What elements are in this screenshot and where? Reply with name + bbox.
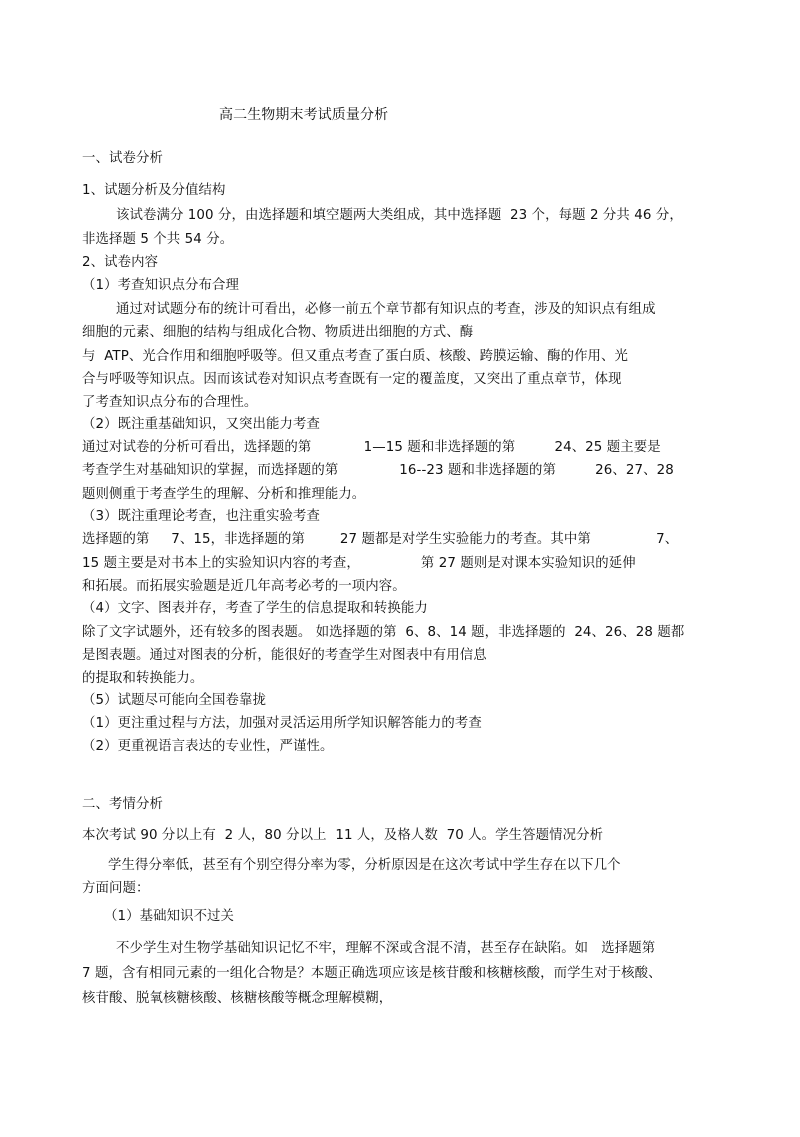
paragraph-line: 考查学生对基础知识的掌握，而选择题的第 16--23 题和非选择题的第 26、27、28: [82, 463, 674, 478]
paragraph-line: 7 题，含有相同元素的一组化合物是？本题正确选项应该是核苷酸和核糖核酸，而学生对于核酸、: [82, 966, 662, 981]
paragraph-line: 与 ATP、光合作用和细胞呼吸等。但又重点考查了蛋白质、核酸、跨膜运输、酶的作用、光: [82, 349, 629, 364]
subsection-heading: 2、试卷内容: [82, 255, 159, 270]
paragraph-line: 通过对试卷的分析可看出，选择题的第 1—15 题和非选择题的第 24、25 题主要是: [82, 440, 661, 455]
paragraph-line: 通过对试题分布的统计可看出，必修一前五个章节都有知识点的考查，涉及的知识点有组成: [116, 302, 656, 317]
item-heading: （2）既注重基础知识，又突出能力考查: [82, 417, 320, 432]
paragraph-line: 和拓展。而拓展实验题是近几年高考必考的一项内容。: [82, 579, 406, 594]
paragraph-line: 题则侧重于考查学生的理解、分析和推理能力。: [82, 487, 366, 502]
document-title: 高二生物期末考试质量分析: [219, 107, 389, 123]
paragraph-line: 细胞的元素、细胞的结构与组成化合物、物质进出细胞的方式、酶: [82, 325, 474, 340]
paragraph-line: 非选择题 5 个共 54 分。: [82, 232, 234, 247]
paragraph-line: 15 题主要是对书本上的实验知识内容的考查， 第 27 题则是对课本实验知识的延伸: [82, 556, 636, 571]
paragraph-line: 除了文字试题外，还有较多的图表题。 如选择题的第 6、8、14 题，非选择题的 24、26、28 题都: [82, 625, 685, 640]
paragraph-line: 该试卷满分 100 分，由选择题和填空题两大类组成，其中选择题 23 个，每题 2 分共 46 分，: [116, 208, 683, 223]
subsection-heading: 1、试题分析及分值结构: [82, 183, 226, 198]
item-heading: （1）考查知识点分布合理: [82, 278, 240, 293]
item-heading: （1）基础知识不过关: [104, 909, 235, 924]
paragraph-line: 本次考试 90 分以上有 2 人，80 分以上 11 人，及格人数 70 人。学生答题情况分析: [82, 828, 604, 843]
item-heading: （4）文字、图表并存，考查了学生的信息提取和转换能力: [82, 601, 428, 616]
section-heading: 一、试卷分析: [82, 151, 163, 166]
item-heading: （5）试题尽可能向全国卷靠拢: [82, 693, 266, 708]
item-heading: （3）既注重理论考查，也注重实验考查: [82, 509, 320, 524]
paragraph-line: 方面问题：: [82, 881, 150, 896]
paragraph-line: 了考查知识点分布的合理性。: [82, 395, 258, 410]
item-heading: （1）更注重过程与方法，加强对灵活运用所学知识解答能力的考查: [82, 716, 482, 731]
paragraph-line: 是图表题。通过对图表的分析，能很好的考查学生对图表中有用信息: [82, 648, 487, 663]
paragraph-line: 不少学生对生物学基础知识记忆不牢，理解不深或含混不清，甚至存在缺陷。如 选择题第: [116, 941, 656, 956]
paragraph-line: 合与呼吸等知识点。因而该试卷对知识点考查既有一定的覆盖度，又突出了重点章节，体现: [82, 372, 622, 387]
paragraph-line: 核苷酸、脱氧核糖核酸、核糖核酸等概念理解模糊，: [82, 991, 393, 1006]
paragraph-line: 的提取和转换能力。: [82, 671, 204, 686]
paragraph-line: 选择题的第 7、15，非选择题的第 27 题都是对学生实验能力的考查。其中第 7、: [82, 532, 679, 547]
paragraph-line: 学生得分率低，甚至有个别空得分率为零，分析原因是在这次考试中学生存在以下几个: [108, 858, 621, 873]
item-heading: （2）更重视语言表达的专业性，严谨性。: [82, 739, 334, 754]
section-heading: 二、考情分析: [82, 797, 163, 812]
